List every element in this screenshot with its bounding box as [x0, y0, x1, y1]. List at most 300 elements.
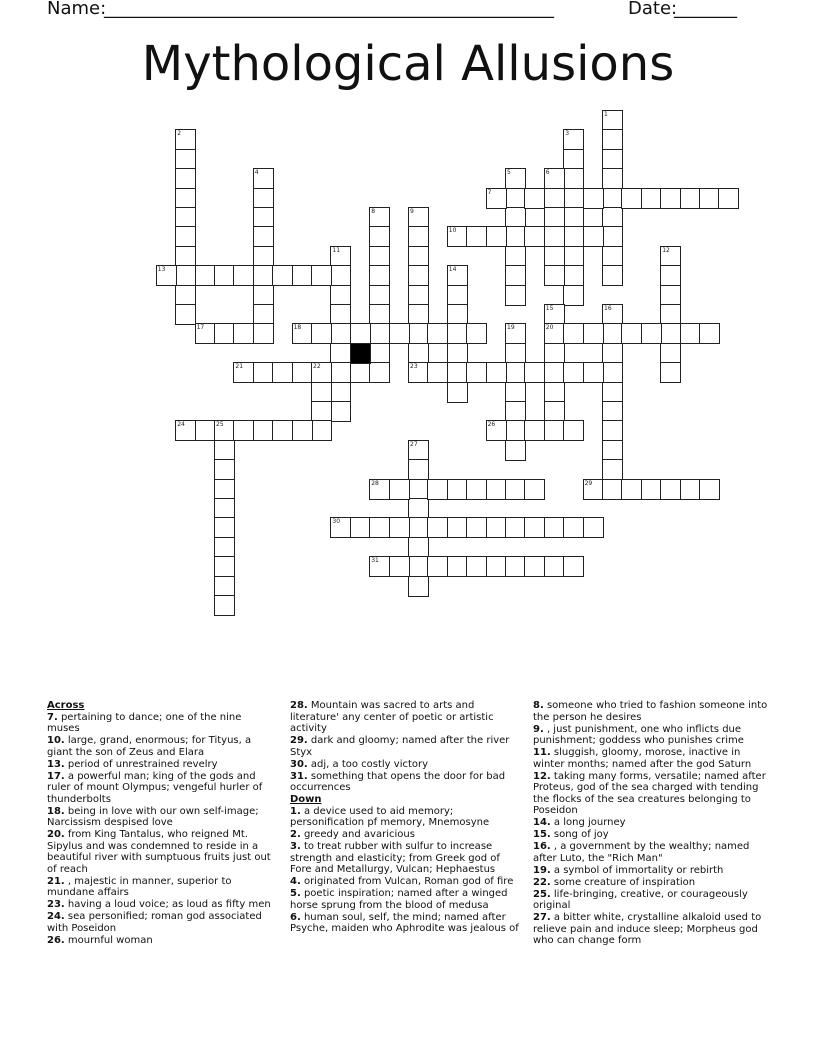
clue-item — [47, 771, 275, 806]
grid-cell[interactable] — [563, 246, 584, 267]
grid-cell[interactable] — [272, 420, 293, 441]
grid-cell[interactable] — [408, 498, 429, 519]
grid-cell[interactable] — [175, 304, 196, 325]
grid-cell[interactable] — [602, 265, 623, 286]
grid-cell[interactable] — [660, 285, 681, 306]
grid-cell[interactable] — [544, 246, 565, 267]
clue-column-1 — [47, 700, 275, 947]
clue-number: 13. — [47, 758, 65, 770]
grid-cell[interactable] — [408, 246, 429, 267]
grid-cell[interactable] — [602, 226, 623, 247]
grid-cell[interactable] — [447, 304, 468, 325]
clue-number: 6. — [290, 911, 301, 923]
grid-cell[interactable] — [466, 517, 487, 538]
grid-cell[interactable] — [699, 479, 720, 500]
grid-cell[interactable] — [292, 265, 313, 286]
grid-cell[interactable] — [660, 343, 681, 364]
clue-number-label: 1 — [604, 111, 608, 118]
grid-cell[interactable] — [583, 517, 604, 538]
grid-cell[interactable] — [330, 304, 351, 325]
clue-item — [290, 912, 520, 935]
grid-cell[interactable] — [175, 285, 196, 306]
clue-text: song of joy — [550, 829, 609, 840]
grid-cell[interactable] — [253, 285, 274, 306]
grid-cell[interactable] — [563, 420, 584, 441]
grid-cell[interactable] — [563, 517, 584, 538]
grid-cell[interactable] — [524, 226, 545, 247]
grid-cell[interactable] — [602, 362, 623, 383]
clue-number: 8. — [533, 700, 544, 711]
grid-cell[interactable] — [253, 188, 274, 209]
grid-cell[interactable] — [350, 362, 371, 383]
clue-number-label: 20 — [545, 324, 554, 332]
clue-text: human soul, self, the mind; named after Psyche, maiden who Aphrodite was jealous of — [290, 911, 519, 934]
clue-item — [290, 876, 520, 888]
grid-cell[interactable] — [544, 556, 565, 577]
grid-cell[interactable] — [660, 304, 681, 325]
grid-cell[interactable] — [680, 323, 701, 344]
grid-cell[interactable] — [408, 343, 429, 364]
grid-cell[interactable] — [660, 479, 681, 500]
clue-number-label: 8 — [371, 208, 376, 215]
grid-cell[interactable] — [718, 188, 739, 209]
grid-cell[interactable] — [680, 479, 701, 500]
clue-number-label: 18 — [293, 324, 302, 332]
clue-column-2 — [290, 700, 520, 935]
grid-cell[interactable] — [389, 556, 410, 577]
grid-cell[interactable] — [563, 285, 584, 306]
clue-number-label: 25 — [216, 421, 224, 429]
clue-number: 1. — [290, 805, 301, 817]
clue-item — [290, 759, 520, 771]
grid-cell[interactable] — [214, 517, 235, 538]
grid-cell[interactable] — [408, 537, 429, 558]
page-title: Mythological Allusions — [141, 36, 675, 92]
grid-cell[interactable] — [505, 343, 526, 364]
grid-cell[interactable] — [350, 517, 371, 538]
grid-cell[interactable] — [233, 323, 254, 344]
clue-number: 12. — [533, 770, 551, 782]
grid-cell[interactable] — [408, 479, 429, 500]
grid-cell[interactable] — [660, 188, 681, 209]
grid-cell[interactable] — [699, 323, 720, 344]
clue-item — [533, 700, 771, 723]
grid-cell[interactable] — [175, 149, 196, 170]
grid-cell[interactable] — [641, 479, 662, 500]
grid-cell[interactable] — [563, 265, 584, 286]
grid-cell[interactable] — [447, 517, 468, 538]
grid-cell[interactable] — [233, 420, 254, 441]
clue-text: taking many forms, versatile; named after Proteus, god of the sea charged with tending the flocks of the sea creatures belonging to Poseidon — [533, 770, 766, 816]
grid-cell[interactable] — [641, 188, 662, 209]
down-heading: Down — [290, 794, 322, 805]
grid-cell[interactable] — [214, 479, 235, 500]
grid-cell[interactable] — [408, 517, 429, 538]
clue-number: 21. — [47, 875, 65, 887]
grid-cell[interactable] — [505, 188, 526, 209]
grid-cell[interactable] — [408, 304, 429, 325]
grid-cell[interactable] — [602, 149, 623, 170]
grid-cell[interactable] — [699, 188, 720, 209]
grid-cell[interactable] — [563, 226, 584, 247]
clue-item — [533, 817, 771, 829]
clue-number-label: 21 — [235, 363, 244, 371]
grid-cell[interactable] — [175, 207, 196, 228]
clue-item — [47, 735, 275, 758]
clue-item — [290, 806, 520, 829]
grid-cell[interactable] — [486, 479, 507, 500]
grid-cell[interactable] — [505, 226, 526, 247]
grid-cell[interactable] — [680, 188, 701, 209]
clue-number: 15. — [533, 829, 551, 840]
grid-cell[interactable] — [214, 498, 235, 519]
grid-cell[interactable] — [408, 556, 429, 577]
clue-number: 19. — [533, 864, 551, 876]
clue-number: 31. — [290, 770, 308, 782]
grid-cell[interactable] — [427, 362, 448, 383]
clue-number: 24. — [47, 911, 65, 922]
clue-number-label: 16 — [604, 305, 612, 312]
grid-cell[interactable] — [602, 207, 623, 228]
clue-number-label: 17 — [196, 324, 205, 332]
clue-item — [290, 829, 520, 841]
grid-cell[interactable] — [447, 323, 468, 344]
grid-cell[interactable] — [544, 401, 565, 422]
clue-text: dark and gloomy; named after the river Styx — [290, 735, 510, 758]
grid-cell[interactable] — [214, 459, 235, 480]
grid-cell[interactable] — [369, 246, 390, 267]
clue-column-3 — [533, 700, 771, 947]
clue-item — [533, 771, 771, 817]
grid-cell[interactable] — [641, 323, 662, 344]
grid-cell[interactable] — [233, 265, 254, 286]
grid-cell[interactable] — [524, 479, 545, 500]
grid-cell[interactable] — [621, 479, 642, 500]
grid-cell[interactable] — [253, 362, 274, 383]
grid-cell[interactable] — [583, 226, 604, 247]
clue-item — [290, 841, 520, 876]
grid-cell[interactable] — [505, 265, 526, 286]
grid-cell[interactable] — [544, 420, 565, 441]
clue-item — [533, 829, 771, 841]
grid-cell[interactable] — [505, 401, 526, 422]
grid-cell[interactable] — [602, 382, 623, 403]
grid-cell[interactable] — [214, 556, 235, 577]
clue-item — [533, 724, 771, 747]
grid-cell[interactable] — [660, 362, 681, 383]
clue-number: 29. — [290, 735, 308, 746]
grid-cell[interactable] — [292, 362, 313, 383]
grid-cell[interactable] — [524, 517, 545, 538]
grid-cell[interactable] — [330, 323, 351, 344]
grid-cell[interactable] — [311, 323, 332, 344]
grid-cell[interactable] — [563, 188, 584, 209]
grid-cell[interactable] — [524, 362, 545, 383]
grid-cell[interactable] — [544, 517, 565, 538]
clue-item — [290, 700, 520, 735]
grid-cell[interactable] — [427, 479, 448, 500]
grid-cell[interactable] — [602, 401, 623, 422]
grid-cell[interactable] — [563, 168, 584, 189]
grid-cell[interactable] — [505, 285, 526, 306]
grid-cell[interactable] — [602, 188, 623, 209]
clue-item — [47, 759, 275, 771]
grid-cell[interactable] — [563, 149, 584, 170]
grid-cell[interactable] — [486, 556, 507, 577]
grid-cell[interactable] — [389, 323, 410, 344]
grid-cell[interactable] — [544, 226, 565, 247]
grid-cell[interactable] — [505, 479, 526, 500]
date-label: Date: — [628, 0, 678, 19]
grid-cell[interactable] — [602, 420, 623, 441]
clue-item — [290, 771, 520, 794]
grid-cell[interactable] — [486, 226, 507, 247]
clue-text: someone who tried to fashion someone into the person he desires — [533, 700, 768, 723]
clue-text: a long journey — [550, 817, 626, 828]
grid-cell[interactable] — [466, 362, 487, 383]
clue-number-label: 22 — [313, 363, 321, 371]
grid-cell[interactable] — [253, 265, 274, 286]
clue-number-label: 14 — [448, 266, 457, 274]
grid-cell[interactable] — [369, 517, 390, 538]
grid-cell[interactable] — [447, 382, 468, 403]
grid-cell[interactable] — [408, 265, 429, 286]
clue-number-label: 29 — [584, 479, 593, 487]
clue-text: greedy and avaricious — [300, 829, 415, 840]
clue-item — [290, 888, 520, 911]
grid-cell[interactable] — [253, 304, 274, 325]
grid-cell[interactable] — [447, 343, 468, 364]
clue-number: 30. — [290, 758, 308, 770]
grid-cell[interactable] — [408, 576, 429, 597]
clue-number-label: 23 — [410, 363, 418, 371]
grid-cell[interactable] — [544, 343, 565, 364]
grid-cell[interactable] — [505, 382, 526, 403]
grid-cell[interactable] — [524, 188, 545, 209]
clue-number: 3. — [290, 841, 301, 852]
grid-cell[interactable] — [505, 517, 526, 538]
grid-cell[interactable] — [447, 362, 468, 383]
grid-cell[interactable] — [602, 323, 623, 344]
clue-text: being in love with our own self-image; Narcissism despised love — [47, 805, 259, 828]
grid-cell[interactable] — [214, 595, 235, 616]
clue-item — [533, 912, 771, 947]
grid-cell[interactable] — [253, 420, 274, 441]
grid-cell[interactable] — [544, 207, 565, 228]
grid-cell[interactable] — [369, 323, 390, 344]
clue-text: life-bringing, creative, or courageously original — [533, 888, 748, 911]
grid-cell[interactable] — [175, 168, 196, 189]
clue-item — [533, 747, 771, 770]
grid-cell[interactable] — [214, 323, 235, 344]
clue-text: a powerful man; king of the gods and ruler of mount Olympus; vengeful hurler of thunderbolts — [47, 770, 263, 805]
clue-item — [533, 841, 771, 864]
clue-item — [290, 735, 520, 758]
grid-cell[interactable] — [214, 537, 235, 558]
grid-cell[interactable] — [272, 265, 293, 286]
grid-cell[interactable] — [350, 323, 371, 344]
clue-item — [47, 712, 275, 735]
grid-cell[interactable] — [369, 265, 390, 286]
clue-number: 16. — [533, 841, 551, 852]
clue-number-label: 3 — [565, 130, 570, 138]
grid-cell[interactable] — [408, 285, 429, 306]
clue-text: a device used to aid memory; personification pf memory, Mnemosyne — [290, 805, 490, 828]
grid-cell[interactable] — [311, 265, 332, 286]
grid-cell[interactable] — [427, 556, 448, 577]
grid-cell[interactable] — [253, 226, 274, 247]
grid-cell[interactable] — [583, 188, 604, 209]
grid-cell[interactable] — [369, 304, 390, 325]
grid-cell[interactable] — [505, 362, 526, 383]
grid-cell[interactable] — [389, 517, 410, 538]
grid-cell[interactable] — [369, 285, 390, 306]
grid-cell[interactable] — [408, 459, 429, 480]
grid-cell[interactable] — [175, 188, 196, 209]
grid-cell[interactable] — [175, 265, 196, 286]
date-field[interactable]: _______ — [674, 0, 737, 19]
clue-number-label: 15 — [545, 305, 554, 312]
clue-number-label: 19 — [507, 324, 515, 332]
clue-number-label: 7 — [487, 188, 492, 196]
clue-number-label: 28 — [371, 479, 379, 487]
grid-cell[interactable] — [563, 323, 584, 344]
clue-number-label: 4 — [254, 169, 259, 177]
clue-text: Mountain was sacred to arts and literature' any center of poetic or artistic activity — [290, 700, 494, 734]
grid-cell[interactable] — [427, 517, 448, 538]
clue-text: something that opens the door for bad occurrences — [290, 770, 506, 793]
grid-cell[interactable] — [602, 440, 623, 461]
grid-cell[interactable] — [175, 246, 196, 267]
grid-cell[interactable] — [563, 207, 584, 228]
grid-cell[interactable] — [330, 362, 351, 383]
clue-number-label: 26 — [487, 421, 496, 429]
clue-item — [47, 876, 275, 899]
grid-cell[interactable] — [466, 479, 487, 500]
clue-text: , just punishment, one who inflicts due punishment; goddess who punishes crime — [533, 723, 744, 746]
grid-cell[interactable] — [447, 479, 468, 500]
grid-cell[interactable] — [602, 479, 623, 500]
grid-cell[interactable] — [583, 323, 604, 344]
grid-cell[interactable] — [466, 226, 487, 247]
clue-number: 18. — [47, 805, 65, 817]
grid-cell[interactable] — [544, 362, 565, 383]
clue-text: originated from Vulcan, Roman god of fire — [300, 876, 514, 887]
grid-cell[interactable] — [621, 323, 642, 344]
grid-cell[interactable] — [563, 556, 584, 577]
grid-cell[interactable] — [447, 285, 468, 306]
clue-text: period of unrestrained revelry — [64, 758, 218, 770]
grid-cell[interactable] — [195, 265, 216, 286]
grid-cell[interactable] — [466, 323, 487, 344]
grid-cell[interactable] — [486, 362, 507, 383]
grid-cell[interactable] — [389, 479, 410, 500]
grid-cell[interactable] — [253, 207, 274, 228]
grid-cell[interactable] — [660, 265, 681, 286]
clue-item — [47, 829, 275, 875]
grid-cell[interactable] — [583, 362, 604, 383]
grid-cell[interactable] — [369, 343, 390, 364]
clue-item — [47, 911, 275, 934]
grid-cell[interactable] — [505, 556, 526, 577]
grid-cell[interactable] — [621, 188, 642, 209]
clue-text: a symbol of immortality or rebirth — [550, 864, 724, 876]
grid-cell[interactable] — [505, 440, 526, 461]
grid-cell[interactable] — [427, 323, 448, 344]
grid-cell[interactable] — [563, 362, 584, 383]
grid-cell[interactable] — [175, 226, 196, 247]
grid-cell[interactable] — [660, 323, 681, 344]
grid-cell[interactable] — [466, 556, 487, 577]
grid-cell[interactable] — [214, 265, 235, 286]
grid-cell[interactable] — [602, 343, 623, 364]
grid-cell[interactable] — [292, 420, 313, 441]
clue-number-label: 13 — [157, 266, 166, 274]
grid-cell[interactable] — [408, 323, 429, 344]
grid-cell[interactable] — [602, 246, 623, 267]
name-field[interactable]: __________________________________________________ — [104, 0, 554, 19]
grid-cell[interactable] — [505, 246, 526, 267]
grid-cell[interactable] — [602, 459, 623, 480]
clue-text: , majestic in manner, superior to mundane affairs — [47, 875, 232, 898]
grid-cell[interactable] — [602, 129, 623, 150]
grid-cell[interactable] — [330, 285, 351, 306]
clue-item — [533, 877, 771, 889]
clue-number-label: 9 — [410, 208, 414, 215]
grid-cell[interactable] — [486, 517, 507, 538]
grid-cell[interactable] — [369, 226, 390, 247]
grid-cell[interactable] — [311, 382, 332, 403]
grid-cell[interactable] — [330, 401, 351, 422]
grid-cell[interactable] — [369, 362, 390, 383]
clue-number: 2. — [290, 829, 301, 840]
grid-cell[interactable] — [602, 168, 623, 189]
clue-item — [47, 806, 275, 829]
grid-cell[interactable] — [505, 207, 526, 228]
clue-number: 23. — [47, 899, 65, 910]
grid-cell[interactable] — [253, 323, 274, 344]
grid-cell[interactable] — [311, 420, 332, 441]
grid-cell[interactable] — [505, 420, 526, 441]
grid-cell[interactable] — [544, 382, 565, 403]
clue-text: a bitter white, crystalline alkaloid used to relieve pain and induce sleep; Morpheus god who can change form — [533, 912, 762, 946]
grid-cell[interactable] — [253, 246, 274, 267]
clue-item — [533, 865, 771, 877]
grid-cell[interactable] — [330, 382, 351, 403]
grid-cell[interactable] — [195, 420, 216, 441]
grid-cell[interactable] — [214, 440, 235, 461]
clue-number-label: 31 — [371, 557, 379, 565]
clue-number-label: 27 — [410, 440, 418, 448]
across-heading: Across — [47, 700, 85, 711]
grid-cell[interactable] — [330, 265, 351, 286]
grid-cell[interactable] — [311, 401, 332, 422]
grid-cell[interactable] — [544, 188, 565, 209]
grid-cell[interactable] — [330, 343, 351, 364]
name-label: Name: — [47, 0, 107, 19]
grid-cell[interactable] — [408, 226, 429, 247]
grid-cell[interactable] — [214, 576, 235, 597]
grid-cell[interactable] — [524, 556, 545, 577]
grid-cell[interactable] — [524, 420, 545, 441]
clue-number-label: 2 — [177, 130, 182, 138]
clue-number: 17. — [47, 770, 65, 782]
grid-cell[interactable] — [447, 556, 468, 577]
grid-cell[interactable] — [272, 362, 293, 383]
clue-text: mournful woman — [64, 934, 153, 946]
grid-cell[interactable] — [544, 265, 565, 286]
clue-number: 14. — [533, 817, 551, 828]
